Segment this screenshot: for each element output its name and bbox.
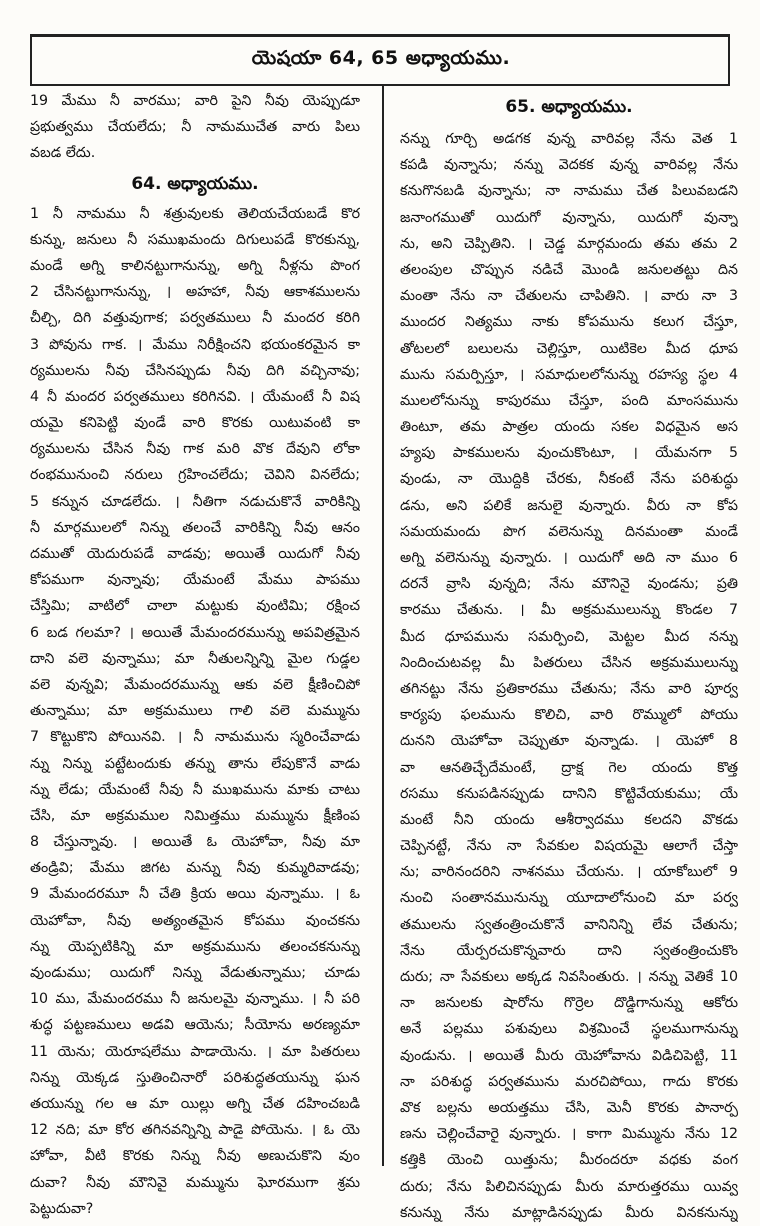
chapter-heading: 65. అధ్యాయము. (505, 97, 633, 117)
text-line: వా ఆనతిచ్చేదేమంటే, ద్రాక్ష గెల యందు కొత్త (400, 759, 738, 776)
chapter-heading: 64. అధ్యాయము. (131, 173, 259, 194)
text-line: 10 ము, మేమందరము నీ జనులమై వున్నాము. । నీ పరి (30, 991, 360, 1008)
text-line: ములలోనున్ను కాపురము చేస్తూ, పంది మాంసమును (400, 392, 738, 409)
text-line: ను, అని చెప్పితిని. । చెడ్డ మార్గమందు తమ తమ 2 (400, 235, 738, 252)
text-line: డను, అని పలికే జనులై వున్నారు. వీరు నా కోప (400, 497, 738, 514)
text-line: ణను చెల్లించేవారై వున్నారు. । కాగా మిమ్మును నేను 12 (400, 1126, 738, 1143)
text-line: తండ్రివి; మేము జిగట మన్ను నీవు కుమ్మరివాడవు; (30, 860, 360, 877)
text-line: నన్ను గూర్చి అడగక వున్న వారివల్ల నేను వెత 1 (400, 131, 738, 147)
text-line: కోపముగా వున్నావు; యేమంటే మేము పాపము (30, 572, 360, 589)
text-line: 3 పోవును గాక. । మేము నిరీక్షించని భయంకరమైన కా (30, 336, 360, 353)
right-column (400, 88, 738, 1226)
chapter-65-body (400, 126, 738, 1226)
text-line: అగ్ని వలెనున్ను వున్నారు. । యిదుగో అది నా ముం 6 (400, 550, 738, 566)
text-line: తున్నాము; మా అక్రమములు గాలి వలె మమ్మును (30, 703, 360, 720)
text-line: పెట్టుదువా? (30, 1200, 94, 1217)
text-line: తగినట్టు నేను ప్రతికారము చేతును; నేను వారి పూర్వ (400, 680, 738, 697)
text-line: 6 బడ గలమా? । అయితే మేమందరమున్ను అపవిత్రమైన (30, 624, 360, 641)
text-line: 19 మేము నీ వారము; వారి పైని నీవు యెప్పుడూ (30, 93, 360, 109)
top-rule (30, 34, 730, 37)
text-line: అనే పల్లము పశువులు విశ్రమించే స్థలముగానున్ను (400, 1021, 738, 1038)
text-line: యెహోవా, నీవు అత్యంతమైన కోపము వుంచకను (30, 912, 360, 929)
text-line: నేను యేర్పరచుకొన్నవారు దాని స్వతంత్రించుకొం (400, 942, 738, 959)
text-line: రంభమునుంచి నరులు గ్రహించలేదు; చెవిని వినలేదు; (30, 467, 360, 484)
text-line: ను; వారినందరిని నాశనము చేయను. । యాకోబులో 9 (400, 864, 738, 881)
text-line: కున్ను, జనులు నీ సముఖమందు దిగులుపడే కొరకున్ను, (30, 231, 360, 248)
text-line: మంతా నేను నా చేతులను చాపితిని. । వారు నా 3 (400, 288, 738, 305)
left-column (30, 88, 360, 1222)
text-line: దునని యెహోవా చెప్పుతూ వున్నాడు. । యెహో 8 (400, 733, 738, 750)
text-line: వుండును. । అయితే మీరు యెహోవాను విడిచిపెట్టి, 11 (400, 1047, 738, 1064)
text-line: కారము చేతును. । మీ అక్రమములున్ను కొండల 7 (400, 602, 738, 619)
text-line: తింటూ, తమ పాత్రల యందు సకల విధమైన అస (400, 419, 738, 436)
text-line: కనుగొనబడి వున్నాను; నా నామము చేత పిలువబడని (400, 183, 738, 200)
text-line: దరనే వ్రాసి వున్నది; నేను మౌనినై వుండను; ప్రతి (400, 576, 738, 593)
page-title: యెషయా 64, 65 అధ్యాయము. (251, 46, 511, 69)
text-line: నా జనులకు షారోను గొర్రెల దొడ్డిగానున్ను ఆకోరు (400, 995, 738, 1012)
page-header (36, 38, 726, 82)
left-border-rule (30, 34, 32, 86)
text-line: కత్తికి యెంచి యిత్తును; మీరందరూ వధకు వంగ (400, 1152, 738, 1169)
text-line: ర్యములను నీవు చేసినప్పుడు నీవు దిగి వచ్చినావు; (30, 362, 360, 379)
text-line: మండే అగ్ని కాలినట్టుగానున్ను, అగ్ని నీళ్లను పొంగ (30, 257, 360, 274)
text-line: నీ మార్గములలో నిన్ను తలంచే వారికిన్ని నీవు ఆనం (30, 519, 360, 536)
chapter-64-body (30, 201, 360, 1222)
text-line: వలె వున్నవి; మేమందరమున్ను ఆకు వలె క్షీణించిపో (30, 676, 360, 693)
text-line: మీద ధూపమును సమర్పించి, మెట్టల మీద నన్ను (400, 628, 738, 645)
text-line: వుండు, నా యొద్దికి చేరకు, నీకంటే నేను పరిశుద్ధు (400, 471, 738, 488)
text-line: తోటలలో బలులను చెల్లిస్తూ, యిటికెల మీద ధూప (400, 340, 738, 357)
text-line: హోవా, వీటి కొరకు నిన్ను నీవు అణుచుకొని వుం (30, 1148, 360, 1165)
text-line: దురు; నేను పిలిచినప్పుడు మీరు మారుత్తరము యివ్వ (400, 1178, 738, 1195)
text-line: న్ను యెప్పటికిన్ని మా అక్రమమును తలంచకనున్ను (30, 938, 360, 955)
text-line: దాని వలె వున్నాము; మా నీతులన్నిన్ని మైల గుడ్డల (30, 650, 360, 667)
text-line: 12 నది; మా కోర తగినవన్నిన్ని పాడై పోయెను. । ఓ యె (30, 1122, 360, 1139)
text-line: నా పరిశుద్ధ పర్వతమును మరచిపోయి, గాదు కొరకు (400, 1073, 738, 1090)
text-line: ముందర నిత్యము నాకు కోపమును కలుగ చేస్తూ, (400, 314, 738, 331)
text-line: న్ను లేడు; యేమంటే నీవు నీ ముఖమును మాకు చాటు (30, 781, 360, 798)
text-line: ప్రభుత్వము చేయలేదు; నీ నామముచేత వారు పిలు (30, 119, 360, 136)
text-line: న్ను నిన్ను పట్టేటందుకు తన్ను తాను లేపుకొనే వాడు (30, 755, 360, 772)
right-border-rule (728, 34, 730, 86)
text-line: తలంపుల చొప్పున నడిచే మొండి జనులతట్టు దిన (400, 261, 738, 278)
text-line: 9 మేమందరమూ నీ చేతి క్రియ అయి వున్నాము. । ఓ (30, 886, 360, 903)
text-line: చేసి, మా అక్రమముల నిమిత్తము మమ్మును క్షీణింప (30, 807, 360, 824)
text-line: తములను స్వతంత్రించుకొనే వానినిన్ని లేవ చేతును; (400, 916, 738, 933)
text-line: జనాంగముతో యిదుగో వున్నాను, యిదుగో వున్నా (400, 209, 738, 226)
text-line: చెప్పినట్టే, నేను నా సేవకుల విషయమై ఆలాగే చేస్తా (400, 838, 738, 855)
text-line: రసము కనుపడినప్పుడు దానిని కొట్టివేయకుము; యే (400, 785, 738, 802)
header-rule (30, 84, 730, 86)
text-line: 1 నీ నామము నీ శత్రువులకు తెలియచేయబడే కొర (30, 205, 360, 222)
text-line: కార్యపు ఫలమును కొలిచి, వారి రొమ్ములో పోయు (400, 707, 738, 724)
text-line: నిందించుటవల్ల మీ పితరులు చేసిన అక్రమములున్ను (400, 654, 738, 671)
text-line: సమయమందు పొగ వలెనున్ను దినమంతా మండే (400, 523, 738, 540)
text-line: 11 యెను; యెరూషలేము పాడాయెను. । మా పితరులు (30, 1043, 360, 1060)
text-line: చేస్తిమి; వాటిలో చాలా మట్టుకు వుంటిమి; రక్షించ (30, 598, 360, 615)
text-line: 2 చేసినట్టుగానున్ను, । అహహా, నీవు ఆకాశములను (30, 284, 360, 301)
text-line: మును సమర్పిస్తూ, । సమాధులలోనున్ను రహస్య స్థల 4 (400, 366, 738, 383)
text-line: కనున్ను నేను మాట్లాడినప్పుడు మీరు వినకనున్ను (400, 1204, 738, 1221)
column-divider (382, 86, 384, 1166)
text-line: యమై కనిపెట్టి వుండే వారి కొరకు యిటువంటి కా (30, 415, 360, 432)
text-line: వొక బల్లను అయత్తము చేసి, మెనీ కొరకు పానార్ప (400, 1099, 738, 1116)
text-line: ర్యములను చేసిన నీవు గాక మరి వొక దేవుని లోకా (30, 441, 360, 458)
text-line: నిన్ను యెక్కడ స్తుతించినారో పరిశుద్ధతయున్ను ఘన (30, 1069, 360, 1086)
text-line: దురు; నా సేవకులు అక్కడ నివసింతురు. । నన్ను వెతికే 10 (400, 969, 738, 985)
text-line: నుంచి సంతానమునున్ను యూదాలోనుంచి మా పర్వ (400, 890, 738, 907)
text-line: హ్యపు పాకములను వుంచుకొంటూ, । యేమనగా 5 (400, 445, 738, 462)
text-line: దముతో యెదురుపడే వాడవు; అయితే యిదుగో నీవు (30, 546, 360, 562)
text-line: తయున్ను గల ఆ మా యిల్లు అగ్ని చేత దహించబడి (30, 1095, 360, 1112)
text-line: వుండుము; యిదుగో నిన్ను వేడుతున్నాము; చూడు (30, 965, 360, 981)
text-line: కపడి వున్నాను; నన్ను వెదకక వున్న వారివల్ల నేను (400, 157, 738, 174)
text-line: శుద్ధ పట్టణములు అడవి ఆయెను; సీయోను అరణ్యమా (30, 1017, 360, 1034)
text-line: 4 నీ మందర పర్వతములు కరిగినవి. । యేమంటే నీ విష (30, 388, 360, 405)
text-line: మంటే నీని యందు ఆశీర్వాదము కలదని వొకడు (400, 811, 738, 828)
text-line: వబడ లేదు. (30, 145, 96, 162)
text-line: 5 కన్నున చూడలేదు. । నీతిగా నడుచుకొనే వారికిన్ని (30, 493, 360, 510)
text-line: దువా? నీవు మౌనివై మమ్మును ఘోరముగా శ్రమ (30, 1174, 360, 1191)
text-line: 7 కొట్టుకొని పోయినవి. । నీ నామమును స్మరించేవాడు (30, 729, 360, 746)
text-line: చీల్చి, దిగి వత్తువుగాక; పర్వతములు నీ మందర కరిగి (30, 310, 360, 327)
text-line: 8 చేస్తున్నావు. । అయితే ఓ యెహోవా, నీవు మా (30, 834, 360, 851)
